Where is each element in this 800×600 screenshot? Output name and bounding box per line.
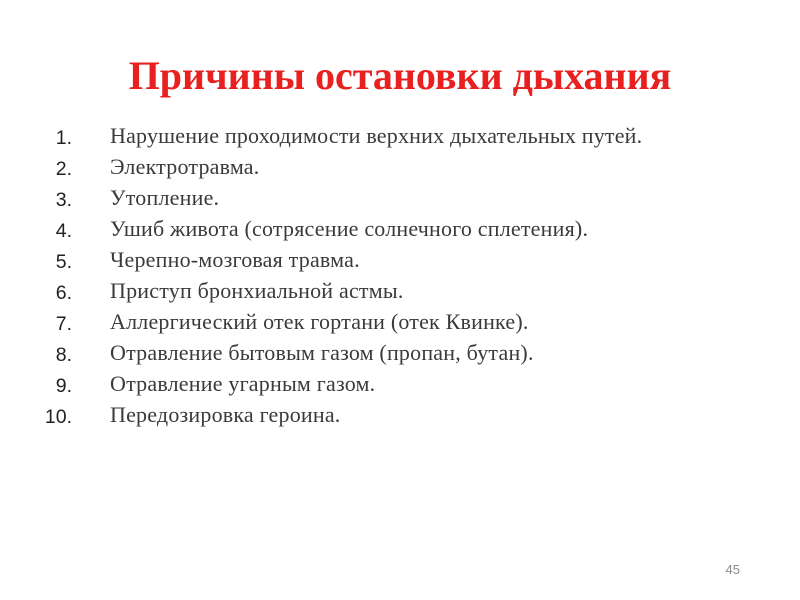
list-item-number: 2.	[55, 158, 72, 180]
list-item-number: 1.	[55, 127, 72, 149]
page-number: 45	[725, 562, 740, 577]
list-item-number: 8.	[55, 344, 72, 366]
list-item-number: 9.	[55, 375, 72, 397]
list-item	[0, 403, 800, 427]
list-item-text: Передозировка героина.	[110, 402, 341, 427]
list-item-text: Ушиб живота (сотрясение солнечного сплетения).	[110, 216, 589, 241]
list-item	[0, 279, 800, 303]
list-item-text: Отравление угарным газом.	[110, 371, 376, 396]
list-item-text: Черепно-мозговая травма.	[110, 247, 360, 272]
list-item-text: Отравление бытовым газом (пропан, бутан).	[110, 340, 534, 365]
list-item	[0, 155, 800, 179]
list-item-number: 4.	[55, 220, 72, 242]
list-item	[0, 248, 800, 272]
list-item	[0, 124, 800, 148]
list-item	[0, 217, 800, 241]
list-item	[0, 372, 800, 396]
list-item	[0, 186, 800, 210]
list-item-text: Утопление.	[110, 185, 220, 210]
list-item-text: Нарушение проходимости верхних дыхательных путей.	[110, 123, 643, 148]
list-item-number: 7.	[55, 313, 72, 335]
list-item-text: Аллергический отек гортани (отек Квинке).	[110, 309, 529, 334]
list-item-text: Приступ бронхиальной астмы.	[110, 278, 404, 303]
list-item	[0, 341, 800, 365]
list-item	[0, 310, 800, 334]
causes-list	[0, 124, 800, 434]
list-item-number: 10.	[44, 406, 72, 428]
slide-title: Причины остановки дыхания	[128, 53, 672, 98]
list-item-number: 3.	[55, 189, 72, 211]
list-item-number: 6.	[55, 282, 72, 304]
list-item-number: 5.	[55, 251, 72, 273]
list-item-text: Электротравма.	[110, 154, 260, 179]
